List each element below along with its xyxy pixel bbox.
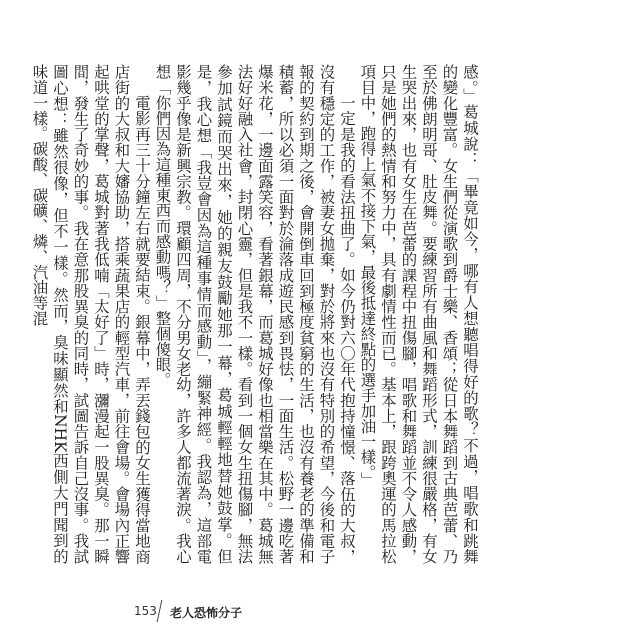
footer-divider bbox=[157, 600, 163, 622]
paragraph-2: 一定是我的看法扭曲了。如今仍對六〇年代抱持憧憬、落伍的大叔，沒有穩定的工作，被妻女拋棄，對於將來也沒有特別的希望，今後和電子報的契約到期之後，會開倒車回到極度貧窮的生活，也沒有養老的準備和積蓄，所以必須一面對於淪落成遊民感到畏怯，一面生活。松野一邊吃著爆米花，一邊面露笑容，看著銀幕，而葛城好像也相當樂在其中。葛城無法好好融入社會，封閉心靈，但是我不一樣。看到一個女生扭傷腳，無法參加試鏡而哭出來，她的親友鼓勵她那一幕，葛城輕輕地替她鼓掌。但是，我心想「我豈會因為這種事情而感動」，繃緊神經。我認為，這部電影幾乎像是新興宗教。環顧四周，不分男女老幼，許多人都流著淚。我心想「你們因為這種東西而感動嗎？」整個傻眼。 bbox=[153, 64, 356, 564]
paragraph-3: 電影再三十分鐘左右就要結束。銀幕中，弄丟錢包的女生獲得當地商店街的大叔和大嬸協助，搭乘蔬果店的輕型汽車，前往會場。會場內正響起哄堂的掌聲，葛城對著我低喃「太好了」時，瀰漫起一股異臭。那一瞬間，發生了奇妙的事。我在意那股異臭的同時，試圖告訴自己沒事。我試圖心想：雖然很像，但不一樣。然而，臭味顯然和NHK西側大門聞到的味道一樣。碳酸、碳礦、燐、汽油等混 bbox=[30, 64, 151, 564]
page-number: 153 bbox=[134, 604, 157, 618]
body-text bbox=[30, 64, 480, 564]
running-title: 老人恐怖分子 bbox=[170, 606, 243, 620]
paragraph-1: 感。」葛城說：「畢竟如今，哪有人想聽唱得好的歌？不過，唱歌和跳舞的變化豐富。女生們從演歌到爵士樂、香頌；從日本舞蹈到古典芭蕾、乃至於佛朗明哥、肚皮舞。要練習所有曲風和舞蹈形式，訓練很嚴格，有女生哭出來，也有女生在芭蕾的課程中扭傷腳，唱歌和舞蹈並不令人感動，只是她們的熱情和努力中，具有劇情性而已。基本上，跟跨奧運的馬拉松項目中，跑得上氣不接下氣，最後抵達終點的選手加油一樣。」 bbox=[358, 64, 479, 564]
